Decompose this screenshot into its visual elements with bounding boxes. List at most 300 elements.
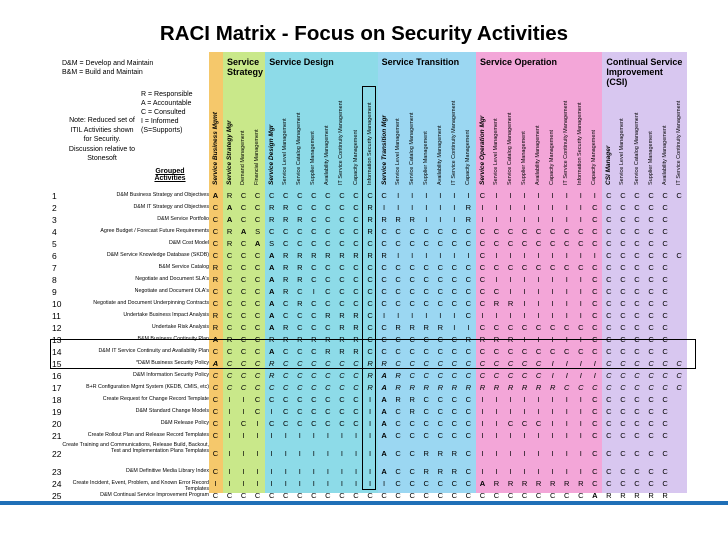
column-header: Demand Management bbox=[240, 130, 247, 185]
raci-cell: C bbox=[240, 287, 247, 296]
row-number: 6 bbox=[52, 251, 57, 261]
raci-cell: C bbox=[226, 299, 233, 308]
raci-cell: C bbox=[254, 359, 261, 368]
raci-cell: C bbox=[648, 431, 654, 440]
raci-cell: R bbox=[339, 347, 345, 356]
raci-cell: C bbox=[240, 191, 247, 200]
raci-cell: C bbox=[339, 419, 345, 428]
raci-cell: A bbox=[226, 215, 233, 224]
raci-cell: R bbox=[465, 335, 472, 344]
raci-cell: C bbox=[465, 239, 472, 248]
raci-cell: C bbox=[254, 251, 261, 260]
raci-cell: C bbox=[634, 275, 640, 284]
raci-cell: C bbox=[479, 275, 486, 284]
raci-cell: I bbox=[565, 395, 568, 404]
raci-cell: C bbox=[535, 371, 542, 380]
raci-cell: R bbox=[226, 335, 233, 344]
raci-cell: C bbox=[212, 203, 219, 212]
raci-cell: R bbox=[283, 251, 289, 260]
raci-cell: I bbox=[579, 467, 582, 476]
raci-cell: C bbox=[451, 263, 458, 272]
raci-cell: C bbox=[254, 215, 261, 224]
raci-cell: I bbox=[565, 299, 568, 308]
raci-cell: C bbox=[465, 347, 472, 356]
raci-cell: I bbox=[242, 395, 245, 404]
raci-cell: I bbox=[340, 479, 343, 488]
column-header: Service Catalog Management bbox=[408, 112, 415, 185]
raci-cell: C bbox=[535, 419, 542, 428]
raci-cell: C bbox=[549, 227, 556, 236]
raci-cell: C bbox=[325, 359, 331, 368]
raci-cell: C bbox=[353, 227, 359, 236]
raci-cell: C bbox=[212, 383, 219, 392]
raci-cell: C bbox=[311, 299, 317, 308]
raci-cell: I bbox=[565, 371, 568, 380]
raci-cell: C bbox=[592, 449, 598, 458]
raci-cell: C bbox=[409, 371, 415, 380]
raci-cell: C bbox=[212, 371, 219, 380]
raci-cell: C bbox=[325, 491, 331, 500]
raci-cell: C bbox=[240, 239, 247, 248]
raci-cell: I bbox=[284, 449, 287, 458]
raci-cell: I bbox=[509, 191, 512, 200]
raci-cell: I bbox=[228, 419, 231, 428]
raci-cell: I bbox=[369, 395, 372, 404]
raci-cell: R bbox=[535, 383, 542, 392]
activity-label: D&M IT Service Continuity and Availability Plan bbox=[98, 348, 209, 354]
raci-cell: C bbox=[311, 323, 317, 332]
column-header: Supplier Management bbox=[422, 131, 429, 185]
raci-cell: C bbox=[297, 191, 303, 200]
raci-cell: C bbox=[283, 491, 289, 500]
column-header: Service Level Management bbox=[282, 118, 289, 185]
raci-cell: C bbox=[212, 347, 219, 356]
column-header: Service Catalog Management bbox=[507, 112, 514, 185]
raci-cell: C bbox=[465, 467, 472, 476]
raci-cell: I bbox=[579, 371, 582, 380]
raci-cell: C bbox=[592, 431, 598, 440]
raci-cell: C bbox=[648, 311, 654, 320]
raci-cell: C bbox=[353, 383, 359, 392]
raci-cell: C bbox=[297, 311, 303, 320]
raci-cell: C bbox=[240, 215, 247, 224]
raci-cell: C bbox=[297, 395, 303, 404]
row-number: 1 bbox=[52, 191, 57, 201]
raci-cell: C bbox=[578, 227, 584, 236]
raci-cell: C bbox=[437, 431, 443, 440]
raci-legend-item: A = Accountable bbox=[141, 100, 192, 107]
raci-cell: I bbox=[242, 467, 245, 476]
raci-cell: C bbox=[212, 407, 219, 416]
raci-cell: C bbox=[648, 383, 654, 392]
raci-cell: C bbox=[620, 215, 626, 224]
raci-cell: C bbox=[535, 239, 542, 248]
raci-cell: I bbox=[509, 431, 512, 440]
raci-cell: R bbox=[353, 347, 359, 356]
raci-cell: C bbox=[451, 419, 458, 428]
phase-title: Service Transition bbox=[381, 57, 460, 67]
footer-rule bbox=[0, 501, 728, 505]
raci-cell: C bbox=[592, 335, 598, 344]
raci-cell: C bbox=[254, 491, 261, 500]
activity-label: Create Request for Change Record Template bbox=[102, 396, 209, 402]
raci-cell: C bbox=[268, 191, 275, 200]
raci-cell: I bbox=[509, 467, 512, 476]
raci-cell: C bbox=[648, 479, 654, 488]
raci-cell: C bbox=[240, 251, 247, 260]
raci-cell: C bbox=[662, 323, 668, 332]
raci-cell: C bbox=[634, 359, 640, 368]
raci-cell: C bbox=[451, 395, 458, 404]
row-number: 23 bbox=[52, 467, 62, 477]
raci-cell: C bbox=[507, 491, 514, 500]
raci-cell: C bbox=[283, 299, 289, 308]
raci-cell: I bbox=[551, 419, 554, 428]
raci-cell: C bbox=[535, 227, 542, 236]
raci-cell: I bbox=[509, 395, 512, 404]
raci-cell: I bbox=[228, 395, 231, 404]
raci-cell: C bbox=[353, 371, 359, 380]
raci-cell: R bbox=[409, 323, 415, 332]
raci-cell: R bbox=[311, 251, 317, 260]
raci-cell: C bbox=[339, 299, 345, 308]
raci-cell: C bbox=[451, 431, 458, 440]
raci-cell: I bbox=[523, 299, 526, 308]
raci-cell: I bbox=[565, 191, 568, 200]
column-header: IT Service Continuity Management bbox=[450, 100, 457, 185]
raci-cell: C bbox=[592, 347, 598, 356]
column-header: Capacity Management bbox=[591, 129, 598, 185]
raci-cell: C bbox=[240, 299, 247, 308]
raci-cell: C bbox=[395, 419, 401, 428]
raci-cell: C bbox=[409, 299, 415, 308]
raci-cell: C bbox=[367, 491, 373, 500]
raci-cell: C bbox=[353, 491, 359, 500]
raci-cell: I bbox=[284, 467, 287, 476]
raci-cell: I bbox=[551, 191, 554, 200]
raci-cell: C bbox=[353, 395, 359, 404]
raci-cell: I bbox=[495, 191, 498, 200]
raci-cell: C bbox=[648, 359, 654, 368]
raci-cell: C bbox=[634, 311, 640, 320]
raci-cell: I bbox=[256, 479, 259, 488]
raci-cell: C bbox=[465, 299, 472, 308]
raci-cell: I bbox=[411, 203, 414, 212]
raci-cell: C bbox=[507, 419, 514, 428]
raci-cell: R bbox=[507, 299, 514, 308]
raci-cell: I bbox=[509, 215, 512, 224]
raci-cell: C bbox=[479, 323, 486, 332]
raci-cell: A bbox=[479, 479, 486, 488]
raci-cell: I bbox=[298, 449, 301, 458]
column-header: Service Level Management bbox=[619, 118, 626, 185]
raci-cell: C bbox=[226, 263, 233, 272]
raci-cell: I bbox=[551, 371, 554, 380]
raci-cell: C bbox=[606, 467, 612, 476]
raci-cell: I bbox=[354, 431, 358, 440]
raci-cell: C bbox=[254, 191, 261, 200]
row-number: 13 bbox=[52, 335, 62, 345]
raci-cell: C bbox=[662, 347, 668, 356]
raci-cell: C bbox=[620, 383, 626, 392]
activity-label: D&M Release Policy bbox=[160, 420, 209, 426]
raci-cell: C bbox=[423, 395, 429, 404]
raci-cell: C bbox=[521, 323, 528, 332]
raci-cell: C bbox=[662, 479, 668, 488]
raci-cell: I bbox=[298, 431, 301, 440]
raci-cell: C bbox=[339, 263, 345, 272]
raci-cell: C bbox=[634, 395, 640, 404]
raci-cell: R bbox=[409, 215, 415, 224]
raci-cell: I bbox=[523, 335, 526, 344]
raci-cell: C bbox=[381, 191, 387, 200]
raci-cell: C bbox=[521, 239, 528, 248]
raci-cell: I bbox=[551, 395, 554, 404]
column-header: Service Strategy Mgr bbox=[226, 120, 234, 185]
raci-cell: C bbox=[423, 419, 429, 428]
raci-cell: R bbox=[325, 251, 331, 260]
raci-cell: C bbox=[409, 287, 415, 296]
raci-cell: C bbox=[549, 323, 556, 332]
raci-cell: I bbox=[565, 311, 568, 320]
raci-cell: C bbox=[606, 191, 612, 200]
raci-cell: I bbox=[481, 449, 484, 458]
raci-cell: I bbox=[509, 251, 512, 260]
raci-cell: I bbox=[509, 287, 512, 296]
raci-cell: I bbox=[565, 251, 568, 260]
raci-cell: C bbox=[451, 347, 458, 356]
raci-cell: I bbox=[270, 449, 273, 458]
raci-cell: C bbox=[521, 263, 528, 272]
raci-cell: I bbox=[411, 251, 414, 260]
raci-cell: C bbox=[662, 407, 668, 416]
column-header: Service Business Mgmt bbox=[212, 112, 219, 185]
raci-cell: C bbox=[662, 227, 668, 236]
raci-cell: C bbox=[395, 239, 401, 248]
row-number: 17 bbox=[52, 383, 62, 393]
raci-cell: C bbox=[592, 323, 598, 332]
raci-cell: R bbox=[493, 299, 500, 308]
raci-cell: C bbox=[297, 407, 303, 416]
raci-cell: I bbox=[509, 449, 512, 458]
raci-cell: I bbox=[481, 407, 484, 416]
raci-cell: C bbox=[634, 431, 640, 440]
raci-cell: C bbox=[606, 449, 612, 458]
raci-cell: C bbox=[311, 275, 317, 284]
raci-cell: I bbox=[551, 275, 554, 284]
raci-cell: C bbox=[297, 287, 303, 296]
raci-cell: I bbox=[523, 251, 526, 260]
raci-cell: C bbox=[381, 335, 387, 344]
raci-cell: I bbox=[383, 479, 386, 488]
activity-label: D&M Standard Change Models bbox=[135, 408, 209, 414]
raci-cell: C bbox=[325, 239, 331, 248]
raci-cell: I bbox=[579, 275, 582, 284]
raci-cell: C bbox=[634, 407, 640, 416]
raci-cell: C bbox=[465, 479, 472, 488]
raci-cell: R bbox=[465, 383, 472, 392]
raci-cell: C bbox=[535, 263, 542, 272]
raci-cell: I bbox=[579, 419, 582, 428]
raci-cell: C bbox=[493, 491, 500, 500]
column-header: Service Transition Mgr bbox=[380, 115, 388, 185]
raci-cell: C bbox=[395, 275, 401, 284]
column-header: Capacity Management bbox=[352, 129, 359, 185]
raci-cell: C bbox=[311, 215, 317, 224]
raci-cell: C bbox=[662, 263, 668, 272]
raci-legend-item: C = Consulted bbox=[141, 109, 186, 116]
raci-cell: C bbox=[311, 395, 317, 404]
raci-cell: C bbox=[226, 371, 233, 380]
raci-cell: C bbox=[423, 431, 429, 440]
raci-cell: I bbox=[551, 287, 554, 296]
raci-cell: I bbox=[495, 467, 498, 476]
raci-cell: A bbox=[226, 203, 233, 212]
raci-cell: C bbox=[606, 311, 612, 320]
page-title: RACI Matrix - Focus on Security Activities bbox=[159, 22, 569, 45]
raci-cell: R bbox=[479, 335, 486, 344]
raci-cell: I bbox=[369, 479, 372, 488]
raci-cell: C bbox=[254, 335, 261, 344]
raci-cell: A bbox=[381, 407, 387, 416]
raci-cell: C bbox=[620, 311, 626, 320]
raci-cell: C bbox=[648, 191, 654, 200]
raci-cell: R bbox=[507, 383, 514, 392]
raci-cell: I bbox=[284, 431, 287, 440]
raci-cell: R bbox=[268, 359, 275, 368]
raci-cell: C bbox=[325, 263, 331, 272]
raci-cell: C bbox=[564, 323, 570, 332]
raci-cell: C bbox=[564, 239, 570, 248]
raci-cell: R bbox=[493, 335, 500, 344]
raci-cell: I bbox=[242, 431, 245, 440]
raci-cell: C bbox=[578, 383, 584, 392]
activity-label: D&M Service Knowledge Database (SKDB) bbox=[106, 252, 209, 258]
raci-cell: R bbox=[283, 287, 289, 296]
raci-cell: I bbox=[397, 311, 400, 320]
raci-cell: C bbox=[367, 239, 373, 248]
column-header: Service Catalog Management bbox=[296, 112, 303, 185]
raci-cell: C bbox=[662, 335, 668, 344]
raci-cell: C bbox=[409, 449, 415, 458]
raci-cell: R bbox=[297, 251, 303, 260]
raci-cell: C bbox=[226, 383, 233, 392]
raci-cell: I bbox=[481, 431, 484, 440]
raci-cell: I bbox=[593, 359, 596, 368]
column-header: Capacity Management bbox=[464, 129, 471, 185]
raci-cell: C bbox=[606, 227, 612, 236]
raci-cell: I bbox=[495, 251, 498, 260]
raci-cell: I bbox=[425, 215, 428, 224]
raci-cell: I bbox=[537, 275, 540, 284]
raci-cell: C bbox=[592, 227, 598, 236]
raci-cell: I bbox=[481, 215, 484, 224]
raci-cell: C bbox=[325, 191, 331, 200]
activity-label: D&M Definitive Media Library Index bbox=[125, 468, 209, 474]
raci-cell: C bbox=[381, 299, 387, 308]
raci-cell: R bbox=[381, 215, 387, 224]
raci-cell: C bbox=[648, 347, 654, 356]
raci-cell: A bbox=[268, 323, 275, 332]
raci-cell: R bbox=[325, 347, 331, 356]
raci-cell: C bbox=[648, 263, 654, 272]
raci-cell: C bbox=[339, 383, 345, 392]
activity-label: Create Rollout Plan and Release Record Templates bbox=[87, 432, 209, 438]
row-number: 9 bbox=[52, 287, 57, 297]
raci-cell: C bbox=[311, 263, 317, 272]
raci-cell: I bbox=[467, 323, 470, 332]
raci-cell: C bbox=[634, 335, 640, 344]
raci-cell: C bbox=[620, 203, 626, 212]
raci-cell: C bbox=[507, 359, 514, 368]
raci-cell: C bbox=[634, 215, 640, 224]
raci-cell: I bbox=[551, 251, 554, 260]
raci-cell: C bbox=[325, 215, 331, 224]
raci-cell: C bbox=[268, 227, 275, 236]
raci-cell: C bbox=[578, 263, 584, 272]
abbreviation-legend bbox=[62, 59, 153, 77]
raci-cell: C bbox=[620, 335, 626, 344]
raci-cell: C bbox=[662, 311, 668, 320]
raci-cell: C bbox=[409, 431, 415, 440]
raci-cell: C bbox=[479, 251, 486, 260]
raci-cell: I bbox=[369, 449, 372, 458]
raci-cell: I bbox=[537, 431, 540, 440]
raci-cell: I bbox=[495, 407, 498, 416]
raci-cell: C bbox=[451, 359, 458, 368]
raci-cell: C bbox=[493, 323, 500, 332]
raci-cell: A bbox=[240, 227, 247, 236]
raci-cell: C bbox=[465, 287, 472, 296]
raci-cell: C bbox=[254, 287, 261, 296]
raci-cell: C bbox=[606, 239, 612, 248]
raci-cell: C bbox=[437, 479, 443, 488]
raci-cell: I bbox=[481, 419, 484, 428]
raci-cell: R bbox=[451, 467, 458, 476]
raci-cell: C bbox=[254, 383, 261, 392]
raci-cell: R bbox=[339, 311, 345, 320]
raci-cell: I bbox=[537, 251, 540, 260]
raci-cell: C bbox=[620, 251, 626, 260]
raci-cell: R bbox=[212, 323, 219, 332]
raci-cell: I bbox=[537, 395, 540, 404]
raci-cell: C bbox=[240, 323, 247, 332]
raci-cell: C bbox=[493, 347, 500, 356]
raci-cell: C bbox=[311, 371, 317, 380]
raci-cell: C bbox=[535, 491, 542, 500]
raci-cell: A bbox=[381, 449, 387, 458]
raci-cell: I bbox=[256, 431, 259, 440]
raci-cell: C bbox=[353, 239, 359, 248]
raci-cell: I bbox=[369, 431, 372, 440]
raci-cell: C bbox=[423, 287, 429, 296]
raci-cell: C bbox=[409, 263, 415, 272]
raci-cell: I bbox=[523, 431, 526, 440]
raci-cell: I bbox=[565, 215, 568, 224]
raci-cell: C bbox=[423, 299, 429, 308]
raci-cell: R bbox=[451, 383, 458, 392]
raci-cell: C bbox=[606, 263, 612, 272]
raci-cell: C bbox=[212, 215, 219, 224]
raci-cell: I bbox=[593, 191, 596, 200]
raci-cell: C bbox=[283, 191, 289, 200]
raci-cell: C bbox=[297, 239, 303, 248]
raci-cell: A bbox=[381, 371, 387, 380]
activity-label: B&M Service Catalog bbox=[158, 264, 209, 270]
raci-cell: I bbox=[579, 431, 582, 440]
raci-cell: C bbox=[521, 371, 528, 380]
raci-cell: C bbox=[634, 371, 640, 380]
